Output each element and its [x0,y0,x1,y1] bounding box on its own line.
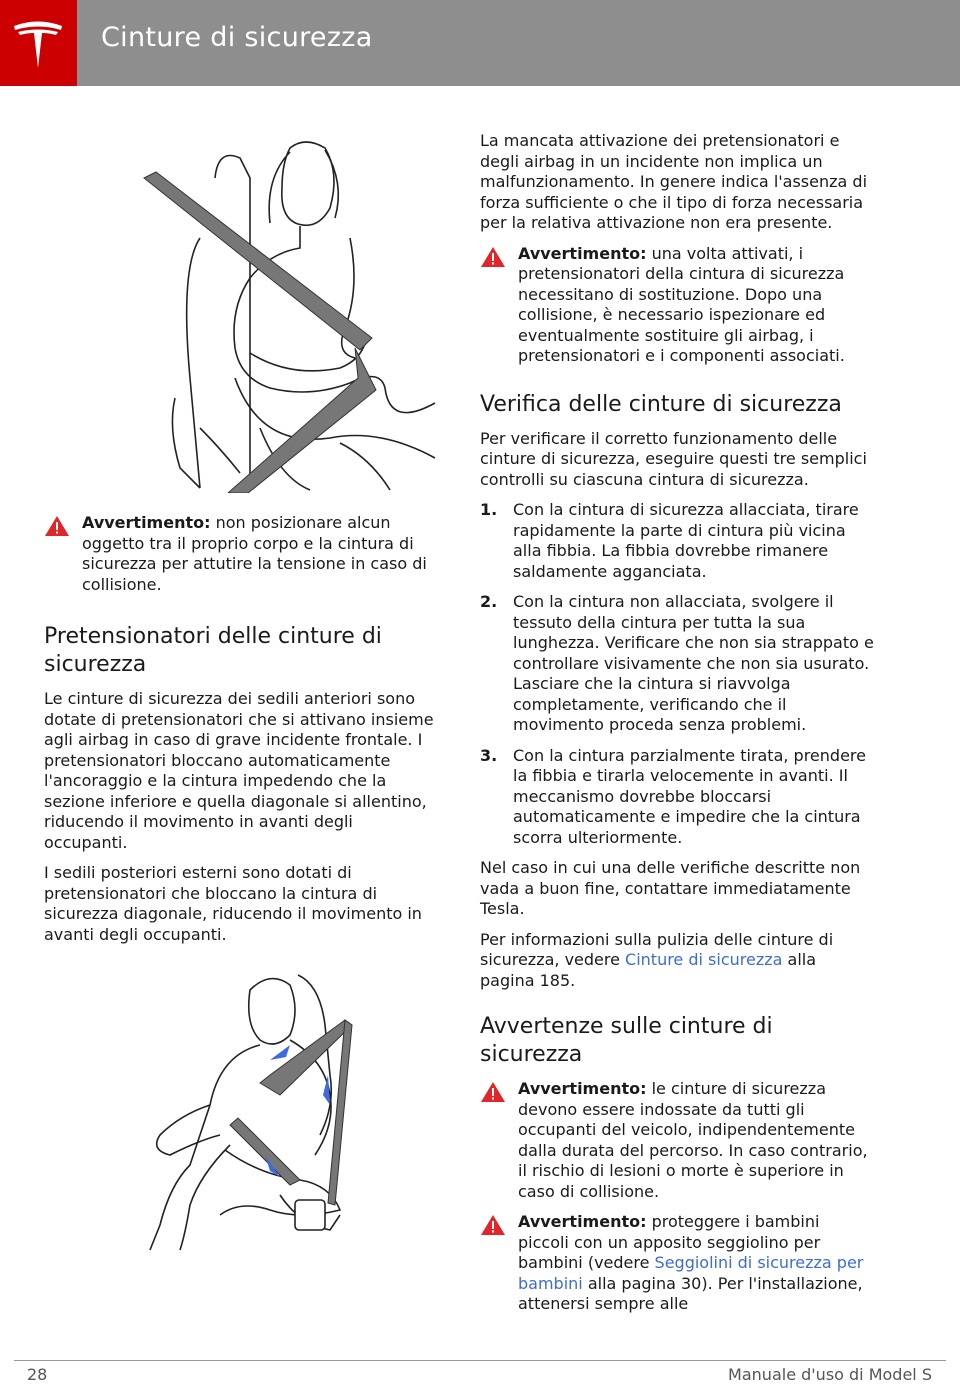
warning-text: una volta attivati, i pretensionatori della cintura di sicurezza necessitano di sostituzione. Dopo una collisione, è necessario ispezionare ed eventualmente sostituire gli airbag, i pretensionatori e i componenti associati. [518,243,845,365]
page-title: Cinture di sicurezza [101,22,373,53]
list-item [480,500,875,582]
warning-label: Avvertimento: [518,243,647,263]
step-text: Con la cintura non allacciata, svolgere il tessuto della cintura per tutta la sua lunghezza. Verificare che non sia strappato e controllare visivamente che non sia usurato. Lasciare che la cintura si riavvolga completamente, verificando che il movimento proceda senza problemi. [513,592,874,734]
warning-text: non posizionare alcun oggetto tra il proprio corpo e la cintura di sicurezza per attutire la tensione in caso di collisione. [82,513,427,594]
warning-text: le cinture di sicurezza devono essere indossate da tutti gli occupanti del veicolo, indipendentemente dalla durata del percorso. In caso contrario, il rischio di lesioni o morte è superiore in caso di collisione. [518,1079,868,1201]
cleaning-text-before: Per informazioni sulla pulizia delle cinture di sicurezza, vedere [480,929,834,969]
list-item [480,746,875,849]
warning-callout [44,513,439,595]
section-title-warnings: Avvertenze sulle cinture di sicurezza [480,1014,773,1067]
document-title: Manuale d'uso di Model S [728,1365,932,1384]
verify-steps-list [480,500,875,848]
cleaning-text-after: alla pagina 185. [480,950,817,990]
right-column [480,131,875,1325]
rear-seats-paragraph: I sedili posteriori esterni sono dotati di pretensionatori che bloccano la cintura di sicurezza diagonale, riducendo il movimento in avanti degli occupanti. [44,863,422,944]
section-title-verify: Verifica delle cinture di sicurezza [480,391,842,417]
step-number: 2. [480,592,498,611]
pregnant-seatbelt-illustration [140,128,440,493]
warning-triangle-icon [480,1081,506,1103]
warning-triangle-icon [480,246,506,268]
cleaning-paragraph [480,930,875,992]
warning-label: Avvertimento: [518,1079,647,1098]
contact-paragraph: Nel caso in cui una delle verifiche descritte non vada a buon fine, contattare immediatamente Tesla. [480,858,861,918]
pretensioners-paragraph: Le cinture di sicurezza dei sedili anteriori sono dotate di pretensionatori che si attivano insieme agli airbag in caso di grave incidente frontale. I pretensionatori bloccano automaticamente l'ancoraggio e la cintura impedendo che la sezione inferiore e quella diagonale si allentino, riducendo il movimento in avanti degli occupanti. [44,689,434,852]
warning-triangle-icon [480,1214,506,1236]
step-text: Con la cintura di sicurezza allacciata, tirare rapidamente la parte di cintura più vicina alla fibbia. La fibbia dovrebbe rimanere saldamente agganciata. [513,500,859,581]
step-number: 3. [480,745,498,765]
verify-intro: Per verificare il corretto funzionamento delle cinture di sicurezza, eseguire questi tre semplici controlli su ciascuna cintura di sicurezza. [480,428,867,489]
warning-label: Avvertimento: [518,1212,647,1231]
step-number: 1. [480,500,498,519]
footer-divider [14,1360,946,1361]
warning-triangle-icon [44,515,70,537]
step-text: Con la cintura parzialmente tirata, prendere la fibbia e tirarla velocemente in avanti. Il meccanismo dovrebbe bloccarsi automaticamente e impedire che la cintura scorra ulteriormente. [513,745,866,847]
seatbelt-cleaning-link[interactable]: Cinture di sicurezza [625,950,783,969]
warning-text-after: alla pagina 30). Per l'installazione, attenersi sempre alle [518,1273,863,1313]
list-item [480,592,875,736]
child-seats-link[interactable]: Seggiolini di sicurezza per bambini [518,1253,864,1293]
page-header [0,0,960,86]
seated-man-seatbelt-illustration [130,965,370,1255]
tesla-logo-icon [9,14,67,72]
warning-text-before: proteggere i bambini piccoli con un apposito seggiolino per bambini (vedere [518,1212,821,1272]
warning-callout [480,1212,875,1315]
activation-paragraph: La mancata attivazione dei pretensionatori e degli airbag in un incidente non implica un malfunzionamento. In genere indica l'assenza di forza sufficiente o che il tipo di forza necessaria per la relativa attivazione non era presente. [480,131,868,232]
page-number: 28 [27,1365,48,1384]
brand-logo [0,0,77,86]
warning-callout [480,244,875,367]
section-title-pretensioners: Pretensionatori delle cinture di sicurezza [44,624,382,677]
warning-label: Avvertimento: [82,513,211,532]
left-column [44,513,439,955]
warning-callout [480,1079,875,1202]
